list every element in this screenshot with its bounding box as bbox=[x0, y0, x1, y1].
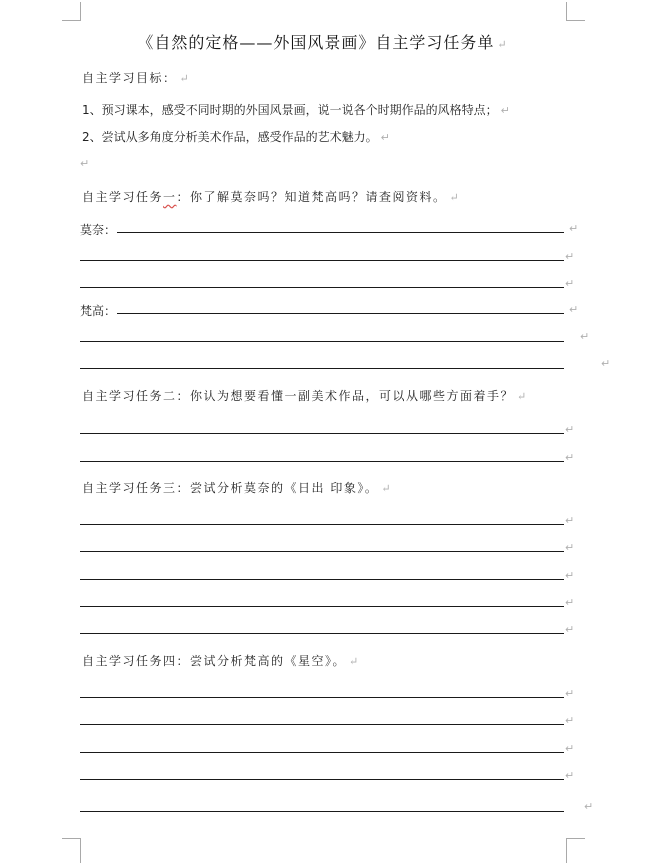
vangogh-answer-line-1[interactable] bbox=[117, 313, 564, 314]
paragraph-mark: ↵ bbox=[569, 303, 579, 316]
paragraph-mark: ↵ bbox=[601, 357, 611, 370]
paragraph-mark: ↵ bbox=[565, 714, 575, 727]
task-3-prompt[interactable] bbox=[82, 479, 392, 496]
task-3-answer-line-5[interactable] bbox=[80, 633, 564, 634]
paragraph-mark: ↵ bbox=[565, 769, 575, 782]
task-1-prefix: 自主学习任务 bbox=[82, 190, 164, 204]
goals-heading-text: 自主学习目标： bbox=[82, 71, 177, 85]
document-title[interactable] bbox=[0, 30, 645, 53]
task-4-answer-line-3[interactable] bbox=[80, 752, 564, 753]
paragraph-mark: ↵ bbox=[449, 191, 461, 204]
paragraph-mark: ↵ bbox=[179, 72, 191, 85]
task-4-text: 自主学习任务四：尝试分析梵高的《星空》。 bbox=[82, 654, 347, 668]
goal-item-1[interactable] bbox=[82, 101, 510, 118]
paragraph-mark: ↵ bbox=[565, 623, 575, 636]
paragraph-mark: ↵ bbox=[565, 541, 575, 554]
monet-answer-line-1[interactable] bbox=[117, 232, 564, 233]
crop-mark-bottom-right bbox=[566, 838, 585, 863]
paragraph-mark: ↵ bbox=[565, 687, 575, 700]
goal-item-text: 2、尝试从多角度分析美术作品，感受作品的艺术魅力。 bbox=[82, 130, 378, 144]
task-3-answer-line-4[interactable] bbox=[80, 606, 564, 607]
monet-label: 莫奈： bbox=[80, 223, 117, 237]
paragraph-mark: ↵ bbox=[565, 742, 575, 755]
paragraph-mark: ↵ bbox=[580, 330, 590, 343]
task-2-answer-line-1[interactable] bbox=[80, 433, 564, 434]
task-3-answer-line-2[interactable] bbox=[80, 551, 564, 552]
paragraph-mark: ↵ bbox=[565, 277, 575, 290]
empty-paragraph-mark: ↵ bbox=[80, 157, 90, 170]
task-4-answer-line-4[interactable] bbox=[80, 779, 564, 780]
monet-answer-line-3[interactable] bbox=[80, 287, 564, 288]
crop-mark-top-left bbox=[62, 2, 81, 21]
vangogh-answer-line-3[interactable] bbox=[80, 368, 564, 369]
task-4-prompt[interactable] bbox=[82, 652, 360, 669]
goals-heading[interactable] bbox=[82, 69, 190, 86]
paragraph-mark: ↵ bbox=[517, 390, 528, 403]
crop-mark-bottom-left bbox=[62, 838, 81, 863]
goal-item-text: 1、预习课本，感受不同时期的外国风景画，说一说各个时期作品的风格特点； bbox=[82, 103, 498, 117]
spellcheck-flagged-text: 一 bbox=[163, 190, 177, 204]
paragraph-mark: ↵ bbox=[381, 482, 393, 495]
task-4-answer-line-5[interactable] bbox=[80, 811, 564, 812]
paragraph-mark: ↵ bbox=[565, 596, 575, 609]
task-4-answer-line-1[interactable] bbox=[80, 697, 564, 698]
paragraph-mark: ↵ bbox=[584, 800, 594, 813]
paragraph-mark: ↵ bbox=[565, 423, 575, 436]
vangogh-answer-line-2[interactable] bbox=[80, 341, 564, 342]
task-3-text: 自主学习任务三：尝试分析莫奈的《日出 印象》。 bbox=[82, 481, 379, 495]
monet-answer-line-2[interactable] bbox=[80, 260, 564, 261]
paragraph-mark: ↵ bbox=[380, 131, 390, 144]
paragraph-mark: ↵ bbox=[500, 104, 510, 117]
task-1-prompt[interactable] bbox=[82, 188, 460, 205]
crop-mark-top-right bbox=[566, 2, 585, 21]
paragraph-mark: ↵ bbox=[565, 250, 575, 263]
task-3-answer-line-3[interactable] bbox=[80, 579, 564, 580]
paragraph-mark: ↵ bbox=[349, 655, 360, 668]
paragraph-mark: ↵ bbox=[565, 569, 575, 582]
task-1-question: ：你了解莫奈吗？知道梵高吗？请查阅资料。 bbox=[176, 190, 447, 204]
paragraph-mark: ↵ bbox=[565, 514, 575, 527]
task-2-text: 自主学习任务二：你认为想要看懂一副美术作品，可以从哪些方面着手？ bbox=[82, 389, 515, 403]
task-2-answer-line-2[interactable] bbox=[80, 461, 564, 462]
task-2-prompt[interactable] bbox=[82, 387, 528, 404]
paragraph-mark: ↵ bbox=[565, 451, 575, 464]
title-text: 《自然的定格——外国风景画》自主学习任务单 bbox=[137, 33, 495, 52]
goal-item-2[interactable] bbox=[82, 128, 390, 145]
task-3-answer-line-1[interactable] bbox=[80, 524, 564, 525]
vangogh-label: 梵高： bbox=[80, 304, 117, 318]
paragraph-mark: ↵ bbox=[497, 38, 508, 51]
task-4-answer-line-2[interactable] bbox=[80, 724, 564, 725]
paragraph-mark: ↵ bbox=[569, 222, 579, 235]
